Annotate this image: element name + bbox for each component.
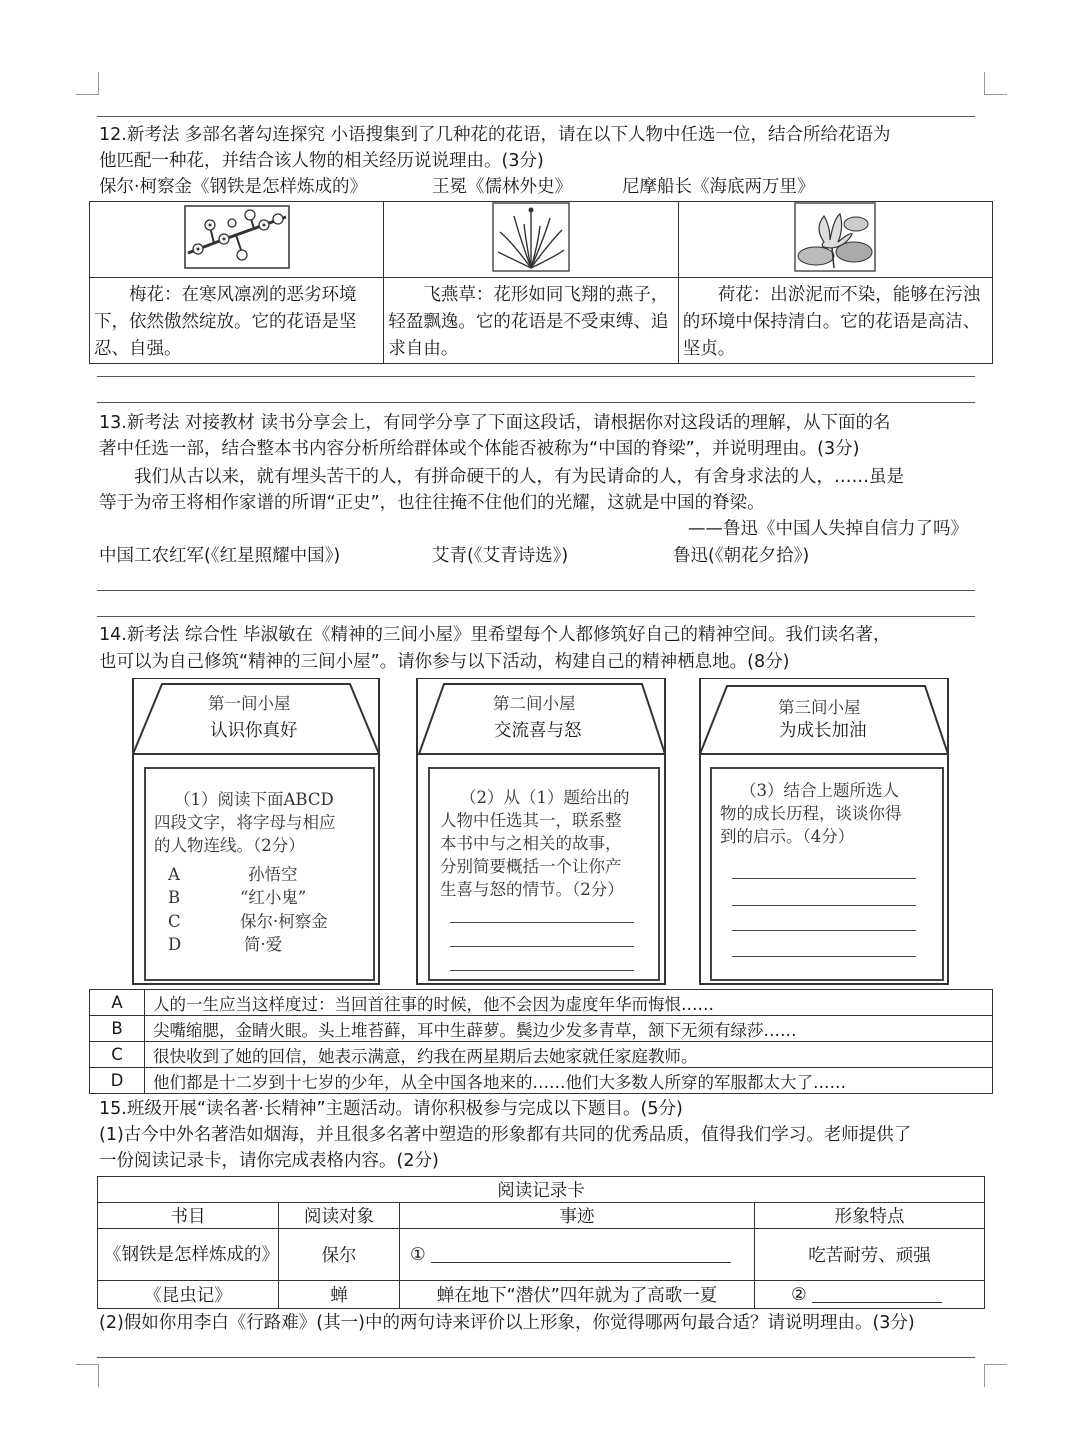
table-row bbox=[90, 1068, 993, 1094]
corner-mark-bottom-right bbox=[984, 1364, 1007, 1387]
q15-sub1-line2: 一份阅读记录卡，请你完成表格内容。(2分) bbox=[99, 1151, 439, 1171]
q14-passage-table bbox=[89, 989, 993, 1094]
q12-option-2: 王冕《儒林外史》 bbox=[432, 177, 572, 197]
q13-option-1: 中国工农红军(《红星照耀中国》) bbox=[99, 546, 341, 566]
row1-deed-marker: ① bbox=[410, 1244, 426, 1265]
house-3-text-1: （3）结合上题所选人 bbox=[740, 781, 899, 800]
q13-option-2: 艾青(《艾青诗选》) bbox=[432, 546, 569, 566]
house-1-char-c: 保尔·柯察金 bbox=[240, 912, 328, 931]
house-1-letter-d: D bbox=[168, 935, 182, 954]
row2-deed: 蝉在地下“潜伏”四年就为了高歌一夏 bbox=[400, 1281, 755, 1309]
house-3-answer-line-2[interactable] bbox=[732, 905, 916, 906]
house-1-text-3: 的人物连线。（2分） bbox=[154, 836, 305, 855]
q13-quote-line2: 等于为帝王将相作家谱的所谓“正史”，也往往掩不住他们的光耀，这就是中国的脊梁。 bbox=[99, 493, 765, 513]
table-row bbox=[98, 1229, 985, 1281]
plum-blossom-icon bbox=[184, 205, 290, 269]
house-2-text-5: 生喜与怒的情节。（2分） bbox=[440, 880, 624, 899]
q12-answer-line-1[interactable] bbox=[97, 376, 975, 377]
q14-stem-line1: 14.新考法 综合性 毕淑敏在《精神的三间小屋》里希望每个人都修筑好自己的精神空间。我们读名著， bbox=[99, 625, 891, 645]
corner-mark-bottom-left bbox=[76, 1364, 99, 1387]
house-3-text-3: 到的启示。（4分） bbox=[720, 827, 855, 846]
passage-text: 很快收到了她的回信，她表示满意，约我在两星期后去她家就任家庭教师。 bbox=[145, 1042, 993, 1068]
q13-stem-line1: 13.新考法 对接教材 读书分享会上，有同学分享了下面这段话，请根据你对这段话的理解，从下面的名 bbox=[99, 413, 891, 433]
house-2-name: 第二间小屋 bbox=[493, 694, 576, 713]
house-1-letter-a: A bbox=[168, 865, 180, 884]
row1-book: 《钢铁是怎样炼成的》 bbox=[98, 1229, 279, 1281]
q15-sub2: (2)假如你用李白《行路难》(其一)中的两句诗来评价以上形象，你觉得哪两句最合适？请说明理由。(3分) bbox=[99, 1313, 915, 1333]
q12-flower-table bbox=[89, 201, 993, 364]
q12-answer-line-2[interactable] bbox=[97, 402, 975, 403]
row2-subject: 蝉 bbox=[279, 1281, 400, 1309]
table-row bbox=[90, 1042, 993, 1068]
flower-image-cell bbox=[678, 202, 992, 278]
house-3-name: 第三间小屋 bbox=[778, 698, 861, 717]
q13-stem-line2: 著中任选一部，结合整本书内容分析所给群体或个体能否被称为“中国的脊梁”，并说明理由。(3分) bbox=[99, 439, 860, 459]
house-3-text-2: 物的成长历程，谈谈你得 bbox=[720, 804, 902, 823]
table-row bbox=[90, 990, 993, 1016]
row1-deed-blank[interactable] bbox=[431, 1246, 731, 1263]
passage-letter: A bbox=[90, 990, 145, 1016]
flower-desc-plum: 梅花：在寒风凛冽的恶劣环境下，依然傲然绽放。它的花语是坚忍、自强。 bbox=[90, 278, 384, 364]
header-subject: 阅读对象 bbox=[279, 1203, 400, 1229]
q13-answer-line-2[interactable] bbox=[97, 616, 975, 617]
house-3-theme: 为成长加油 bbox=[779, 721, 867, 741]
row2-trait-blank[interactable] bbox=[812, 1286, 942, 1303]
flower-image-cell bbox=[384, 202, 678, 278]
q15-answer-line[interactable] bbox=[97, 1357, 975, 1358]
corner-mark-top-left bbox=[76, 72, 99, 95]
house-2-answer-line-1[interactable] bbox=[450, 922, 634, 923]
house-1-theme: 认识你真好 bbox=[210, 721, 298, 741]
house-3-answer-line-3[interactable] bbox=[732, 930, 916, 931]
reading-record-card bbox=[97, 1176, 985, 1309]
q12-option-3: 尼摩船长《海底两万里》 bbox=[622, 177, 815, 197]
row2-trait-marker: ② bbox=[791, 1284, 807, 1305]
header-deed: 事迹 bbox=[400, 1203, 755, 1229]
flower-desc-lotus: 荷花：出淤泥而不染，能够在污浊的环境中保持清白。它的花语是高洁、坚贞。 bbox=[678, 278, 992, 364]
passage-text: 他们都是十二岁到十七岁的少年，从全中国各地来的……他们大多数人所穿的军服都太大了…… bbox=[145, 1068, 993, 1094]
row2-book: 《昆虫记》 bbox=[98, 1281, 279, 1309]
house-1-char-a: 孙悟空 bbox=[248, 865, 298, 884]
house-2-answer-line-3[interactable] bbox=[450, 970, 634, 971]
swallow-grass-icon bbox=[492, 202, 570, 272]
q15-sub1-line1: (1)古今中外名著浩如烟海，并且很多名著中塑造的形象都有共同的优秀品质，值得我们学习。老师提供了 bbox=[99, 1125, 912, 1145]
house-1-letter-c: C bbox=[168, 912, 181, 931]
house-1-char-b: “红小鬼” bbox=[240, 888, 307, 907]
row1-deed-cell bbox=[400, 1229, 755, 1281]
q13-answer-line-1[interactable] bbox=[97, 590, 975, 591]
q12-stem-line2: 他匹配一种花，并结合该人物的相关经历说说理由。(3分) bbox=[99, 151, 544, 171]
house-2-text-2: 人物中任选其一，联系整 bbox=[440, 811, 622, 830]
passage-letter: B bbox=[90, 1016, 145, 1042]
header-trait: 形象特点 bbox=[755, 1203, 985, 1229]
house-2-answer-line-2[interactable] bbox=[450, 946, 634, 947]
table-row bbox=[90, 1016, 993, 1042]
house-2-text-4: 分别简要概括一个让你产 bbox=[440, 857, 622, 876]
row1-subject: 保尔 bbox=[279, 1229, 400, 1281]
row1-trait: 吃苦耐劳、顽强 bbox=[755, 1229, 985, 1281]
top-rule bbox=[97, 116, 975, 117]
flower-image-cell bbox=[90, 202, 384, 278]
lotus-icon bbox=[794, 202, 876, 272]
house-1-name: 第一间小屋 bbox=[208, 694, 291, 713]
q12-stem-line1: 12.新考法 多部名著勾连探究 小语搜集到了几种花的花语，请在以下人物中任选一位，结合所给花语为 bbox=[99, 125, 891, 145]
passage-letter: C bbox=[90, 1042, 145, 1068]
q15-stem: 15.班级开展“读名著·长精神”主题活动。请你积极参与完成以下题目。(5分) bbox=[99, 1099, 683, 1119]
corner-mark-top-right bbox=[984, 72, 1007, 95]
q13-option-3: 鲁迅(《朝花夕拾》) bbox=[673, 546, 810, 566]
house-3-answer-line-4[interactable] bbox=[732, 956, 916, 957]
card-title: 阅读记录卡 bbox=[98, 1177, 985, 1203]
flower-desc-swallow-grass: 飞燕草：花形如同飞翔的燕子，轻盈飘逸。它的花语是不受束缚、追求自由。 bbox=[384, 278, 678, 364]
q13-quote-source: ——鲁迅《中国人失掉自信力了吗》 bbox=[688, 519, 968, 539]
row2-trait-cell bbox=[755, 1281, 985, 1309]
house-1-char-d: 简·爱 bbox=[244, 935, 283, 954]
house-2-text-1: （2）从（1）题给出的 bbox=[460, 788, 630, 807]
house-2-text-3: 本书中与之相关的故事， bbox=[440, 834, 622, 853]
q12-option-1: 保尔·柯察金《钢铁是怎样炼成的》 bbox=[99, 177, 368, 197]
header-book: 书目 bbox=[98, 1203, 279, 1229]
q14-stem-line2: 也可以为自己修筑“精神的三间小屋”。请你参与以下活动，构建自己的精神栖息地。(8分) bbox=[99, 652, 790, 672]
house-3-answer-line-1[interactable] bbox=[732, 878, 916, 879]
q13-quote-line1: 我们从古以来，就有埋头苦干的人，有拼命硬干的人，有为民请命的人，有舍身求法的人，……虽是 bbox=[134, 467, 904, 487]
table-row bbox=[98, 1281, 985, 1309]
house-1-text-2: 四段文字，将字母与相应 bbox=[154, 813, 336, 832]
house-1-text-1: （1）阅读下面ABCD bbox=[174, 790, 334, 809]
passage-text: 人的一生应当这样度过：当回首往事的时候，他不会因为虚度年华而悔恨…… bbox=[145, 990, 993, 1016]
house-2-theme: 交流喜与怒 bbox=[494, 721, 582, 741]
house-1-letter-b: B bbox=[168, 888, 181, 907]
passage-letter: D bbox=[90, 1068, 145, 1094]
passage-text: 尖嘴缩腮，金睛火眼。头上堆苔藓，耳中生薜萝。鬓边少发多青草，颔下无须有绿莎…… bbox=[145, 1016, 993, 1042]
